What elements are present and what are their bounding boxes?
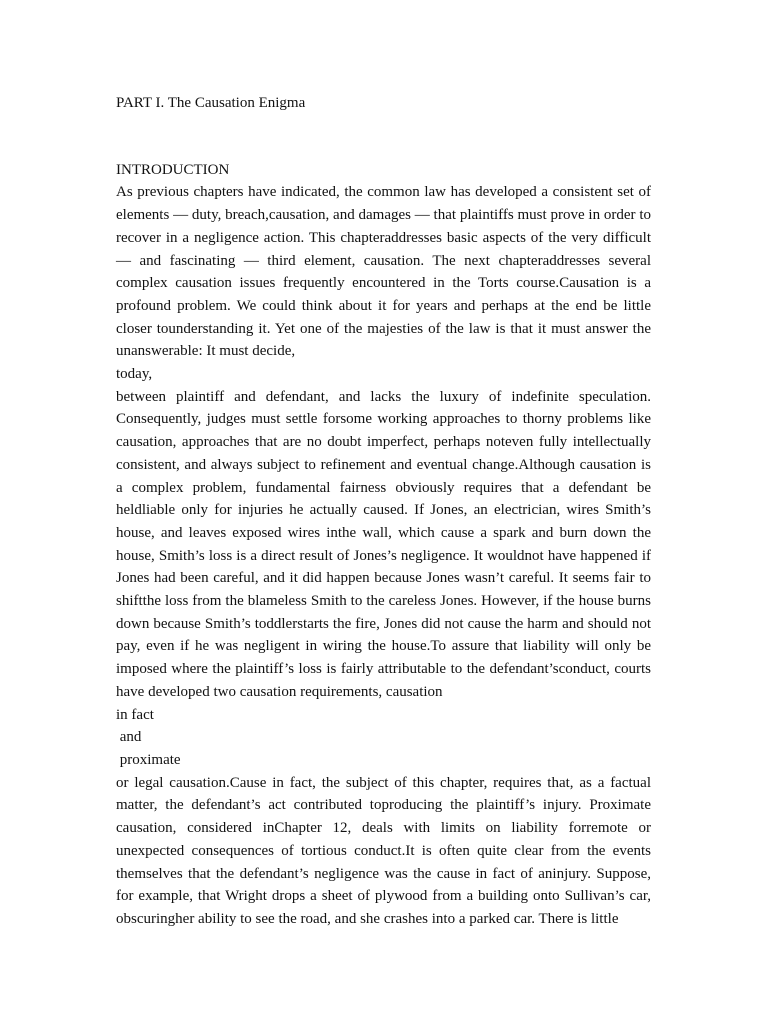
fragment-today: today, [116,366,153,383]
fragment-in-fact: in fact [116,706,154,723]
section-heading: INTRODUCTION [116,161,230,178]
paragraph-1: As previous chapters have indicated, the common law has developed a consistent set of elements — duty, breach,causation, and damages — that plaintiffs must prove in order to recover in a negligence action. This chapteraddresses basic aspects of the very difficult — and fascinating — third element, causation. The next chapteraddresses several complex causation issues frequently encountered in the Torts course.Causation is a profound problem. We could think about it for years and perhaps at the end be little closer tounderstanding it. Yet one of the majesties of the law is that it must answer the unanswerable: It must decide, [116,184,651,360]
paragraph-3: or legal causation.Cause in fact, the subject of this chapter, requires that, as a factual matter, the defendant’s act contributed toproducing the plaintiff’s injury. Proximate causation, considered inChapter 12, deals with limits on liability forremote or unexpected consequences of tortious conduct.It is often quite clear from the events themselves that the defendant’s negligence was the cause in fact of aninjury. Suppose, for example, that Wright drops a sheet of plywood from a building onto Sullivan’s car, obscuringher ability to see the road, and she crashes into a parked car. There is little [116,774,651,927]
fragment-proximate: proximate [116,751,181,768]
part-title: PART I. The Causation Enigma [116,95,306,111]
paragraph-2: between plaintiff and defendant, and lacks the luxury of indefinite speculation. Consequently, judges must settle forsome working approaches to thorny problems like causation, approaches that are no doubt imperfect, perhaps noteven fully intellectually consistent, and always subject to refinement and eventual change.Although causation is a complex problem, fundamental fairness obviously requires that a defendant be heldliable only for injuries he actually caused. If Jones, an electrician, wires Smith’s house, and leaves exposed wires inthe wall, which cause a spark and burn down the house, Smith’s loss is a direct result of Jones’s negligence. It wouldnot have happened if Jones had been careful, and it did happen because Jones wasn’t careful. It seems fair to shiftthe loss from the blameless Smith to the careless Jones. However, if the house burns down because Smith’s toddlerstarts the fire, Jones did not cause the harm and should not pay, even if he was negligent in wiring the house.To assure that liability will only be imposed where the plaintiff’s loss is fairly attributable to the defendant’sconduct, courts have developed two causation requirements, causation [116,388,651,700]
fragment-and: and [116,729,142,746]
document-page [116,92,651,931]
